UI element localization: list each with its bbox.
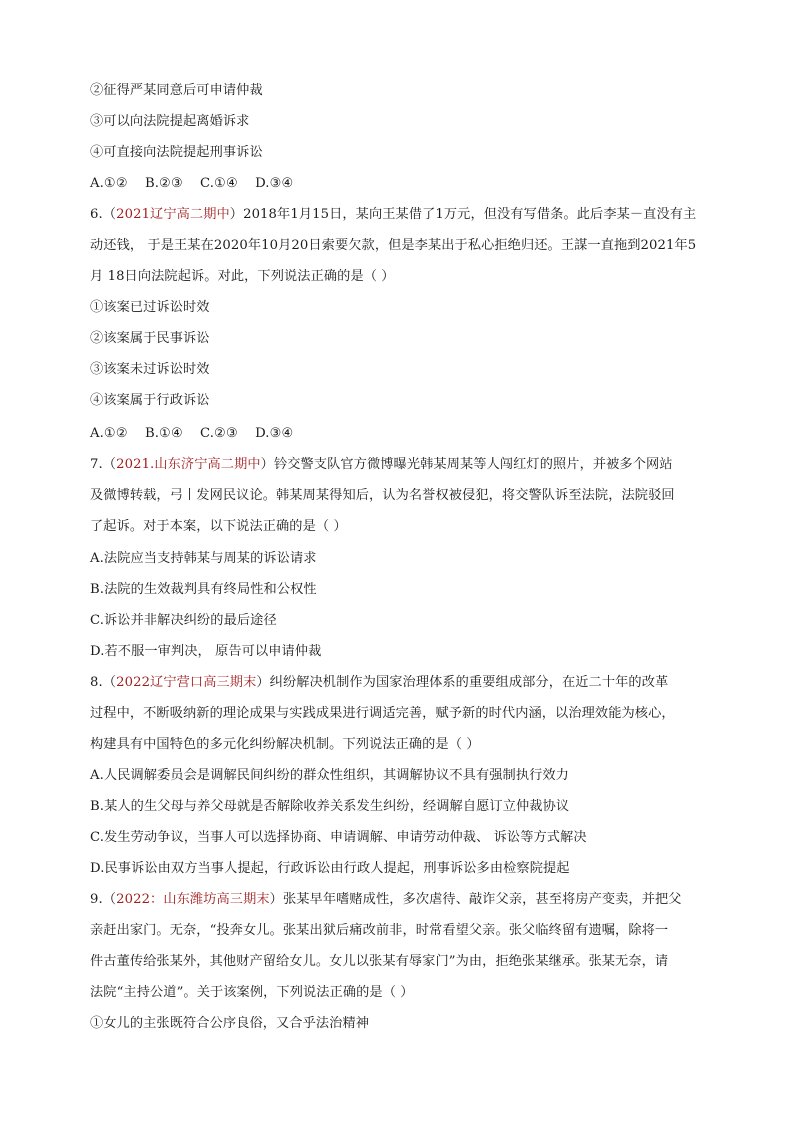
question-number: 7. <box>90 457 103 472</box>
paren-close: ） <box>229 207 244 222</box>
q9-item-1: ①女儿的主张既符合公序良俗，又合乎法治精神 <box>90 1016 370 1031</box>
paren-close: ） <box>260 457 274 472</box>
q6-item-2: ②该案属于民事诉讼 <box>90 331 210 346</box>
question-source: 2021.山东济宁高二期中 <box>116 457 261 472</box>
q6-item-4: ④该案属于行政诉讼 <box>90 393 210 408</box>
q9-stem-line-2: 亲赶出家门。无奈，“投奔女儿。张某出狱后痛改前非，时常看望父亲。张父临终留有遗嘱，除将一 <box>90 923 669 938</box>
q5-item-3: ③可以向法院提起离婚诉求 <box>90 114 250 129</box>
paren-close: ） <box>256 675 270 690</box>
q8-stem-line-3: 构建具有中国特色的多元化纠纷解决机制。下列说法正确的是（ ） <box>90 737 480 752</box>
q7-stem-line-3: 了起诉。对于本案，以下说法正确的是（ ） <box>90 519 347 534</box>
question-number: 8. <box>90 675 103 690</box>
q5-item-2: ②征得严某同意后可申请仲裁 <box>90 83 263 98</box>
option-d: D.③④ <box>255 176 294 191</box>
q5-item-4: ④可直接向法院提起刑事诉讼 <box>90 145 263 160</box>
q7-option-d: D.若不服一审判决， 原告可以申请仲裁 <box>90 644 322 659</box>
q6-stem-line-1 <box>90 207 696 223</box>
option-b: B.②③ <box>144 176 183 191</box>
q8-option-a: A.人民调解委员会是调解民间纠纷的群众性组织，其调解协议不具有强制执行效力 <box>90 768 569 783</box>
stem-text: 张某早年嗜赌成性，多次虐待、敲诈父亲，甚至将房产变卖，并把父 <box>282 892 682 907</box>
q7-stem-line-1 <box>90 457 673 473</box>
stem-text: 纠纷解决机制作为国家治理体系的重要组成部分，在近二十年的改革 <box>269 675 669 690</box>
q7-option-c: C.诉讼并非解决纠纷的最后途径 <box>90 613 277 628</box>
q6-item-1: ①该案已过诉讼时效 <box>90 300 210 315</box>
question-source: 2022辽宁营口高三期末 <box>116 675 257 690</box>
option-d: D.③④ <box>255 426 294 441</box>
paren-open: （ <box>102 207 117 222</box>
question-source: 2022：山东潍坊高三期末 <box>116 892 270 907</box>
q7-option-b: B.法院的生效裁判具有终局性和公权性 <box>90 582 317 597</box>
q7-stem-line-2: 及微博转载，弓丨发网民议论。韩某周某得知后，认为名誉权被侵犯，将交警队诉至法院，法院驳回 <box>90 488 675 503</box>
q9-stem-line-1 <box>90 892 682 908</box>
q9-stem-line-4: 法院“主持公道”。关于该案例，下列说法正确的是（ ） <box>90 985 414 1000</box>
paren-open: （ <box>102 892 117 907</box>
question-number: 9. <box>90 892 103 907</box>
q6-stem-line-3: 月 18日向法院起诉。对此，下列说法正确的是（ ） <box>90 269 395 284</box>
paren-open: （ <box>102 457 117 472</box>
q8-stem-line-1 <box>90 675 668 691</box>
stem-text: 钤交警支队官方微博曝光韩某周某等人闯红灯的照片，并被多个网站 <box>273 457 673 472</box>
q6-item-3: ③该案未过诉讼时效 <box>90 362 210 377</box>
question-source: 2021辽宁高二期中 <box>116 207 230 222</box>
option-b: B.①④ <box>144 426 183 441</box>
q8-stem-line-2: 过程中，不断吸纳新的理论成果与实践成果进行调适完善，赋予新的时代内涵，以治理效能为核心， <box>90 706 675 721</box>
q5-options <box>90 176 293 192</box>
question-number: 6. <box>90 207 103 222</box>
q6-options <box>90 426 293 442</box>
option-a: A.①② <box>90 426 128 441</box>
q9-stem-line-3: 件古董传给张某外，其他财产留给女儿。女儿以张某有辱家门”为由，拒绝张某继承。张某无奈，请 <box>90 954 669 969</box>
q8-option-b: B.某人的生父母与养父母就是否解除收养关系发生纠纷，经调解自愿订立仲裁协议 <box>90 799 570 814</box>
q8-option-c: C.发生劳动争议，当事人可以选择协商、申请调解、申请劳动仲裁、 诉讼等方式解决 <box>90 830 587 845</box>
q7-option-a: A.法院应当支持韩某与周某的诉讼请求 <box>90 551 317 566</box>
option-a: A.①② <box>90 176 128 191</box>
paren-open: （ <box>102 675 117 690</box>
q8-option-d: D.民事诉讼由双方当事人提起，行政诉讼由行政人提起，刑事诉讼多由检察院提起 <box>90 861 570 876</box>
option-c: C.②③ <box>200 426 238 441</box>
paren-close: ） <box>269 892 283 907</box>
stem-text: 2018年1月15日，某向王某借了1万元，但没有写借条。此后李某－直没有主 <box>243 207 697 222</box>
q6-stem-line-2: 动还钱， 于是王某在2020年10月20日索要欠款，但是李某出于私心拒绝归还。王謀一直拖到2021年5 <box>90 238 697 253</box>
option-c: C.①④ <box>200 176 238 191</box>
